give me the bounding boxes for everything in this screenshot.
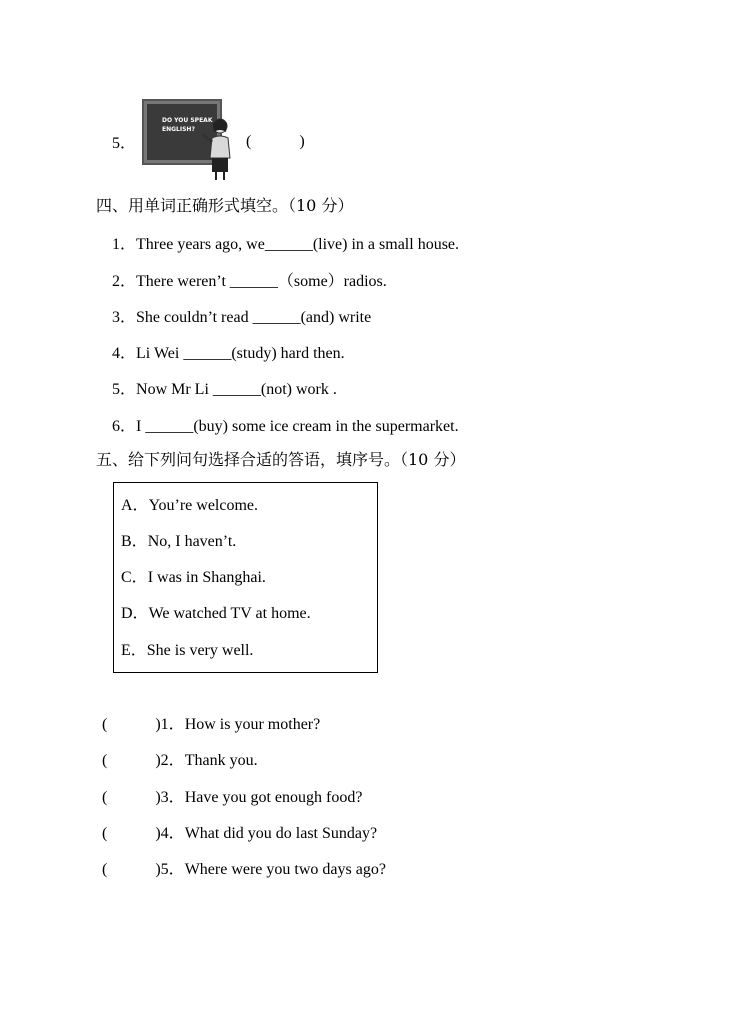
- item-number: 4．: [112, 345, 137, 362]
- item-text: Three years ago, we______(live) in a small house.: [136, 236, 460, 253]
- item-text: She couldn’t read ______(and) write: [136, 309, 372, 326]
- question-text: Have you got enough food?: [184, 789, 363, 806]
- option-text: No, I haven’t.: [147, 533, 237, 550]
- item-text: Now Mr Li ______(not) work .: [136, 381, 337, 398]
- s5-question-2: [102, 747, 258, 770]
- option-a: [121, 492, 258, 515]
- item-text: Li Wei ______(study) hard then.: [136, 345, 345, 362]
- option-letter: D．: [121, 605, 149, 622]
- answer-paren: ( ): [102, 752, 161, 769]
- question-text: How is your mother?: [184, 716, 321, 733]
- item-text: I ______(buy) some ice cream in the supermarket.: [136, 418, 459, 435]
- s5-question-1: [102, 711, 320, 734]
- s5-question-4: [102, 820, 377, 843]
- option-letter: B．: [121, 533, 148, 550]
- answer-paren: ( ): [102, 861, 161, 878]
- item-number: 3．: [112, 309, 137, 326]
- option-letter: C．: [121, 569, 148, 586]
- item-number: 2．: [112, 273, 137, 290]
- question-number: 5．: [160, 861, 185, 878]
- item-number: 1．: [112, 236, 137, 253]
- item-number: 5．: [112, 381, 137, 398]
- answer-paren: ( ): [102, 789, 161, 806]
- q5-answer-paren: ( ): [246, 133, 305, 150]
- s4-item-4: [112, 340, 345, 363]
- question-number: 4．: [160, 825, 185, 842]
- option-d: [121, 600, 311, 623]
- s4-item-3: [112, 304, 371, 327]
- s4-item-5: [112, 376, 337, 399]
- section5-heading: 五、给下列问句选择合适的答语，填序号。（10 分）: [96, 450, 466, 469]
- teacher-blackboard-illustration: [140, 98, 240, 182]
- s4-item-1: [112, 231, 459, 254]
- option-letter: A．: [121, 497, 149, 514]
- option-text: I was in Shanghai.: [147, 569, 266, 586]
- option-text: She is very well.: [146, 642, 254, 659]
- q5-number: 5．: [112, 135, 137, 152]
- question-text: What did you do last Sunday?: [184, 825, 378, 842]
- board-text-line1: DO YOU SPEAK: [162, 117, 213, 124]
- s4-item-2: [112, 268, 387, 291]
- answer-paren: ( ): [102, 716, 161, 733]
- question-text: Where were you two days ago?: [184, 861, 386, 878]
- option-c: [121, 564, 266, 587]
- s5-question-5: [102, 856, 386, 879]
- question-text: Thank you.: [184, 752, 258, 769]
- option-e: [121, 637, 253, 660]
- s4-item-6: [112, 413, 459, 436]
- option-b: [121, 528, 236, 551]
- answer-paren: ( ): [102, 825, 161, 842]
- board-text-line2: ENGLISH?: [162, 126, 195, 133]
- item-text: There weren’t ______（some）radios.: [136, 273, 387, 290]
- option-letter: E．: [121, 642, 147, 659]
- option-text: You’re welcome.: [148, 497, 259, 514]
- s5-question-3: [102, 784, 362, 807]
- question-number: 1．: [160, 716, 185, 733]
- option-text: We watched TV at home.: [148, 605, 311, 622]
- question-number: 3．: [160, 789, 185, 806]
- section4-heading: 四、用单词正确形式填空。（10 分）: [96, 196, 354, 215]
- item-number: 6．: [112, 418, 137, 435]
- question-number: 2．: [160, 752, 185, 769]
